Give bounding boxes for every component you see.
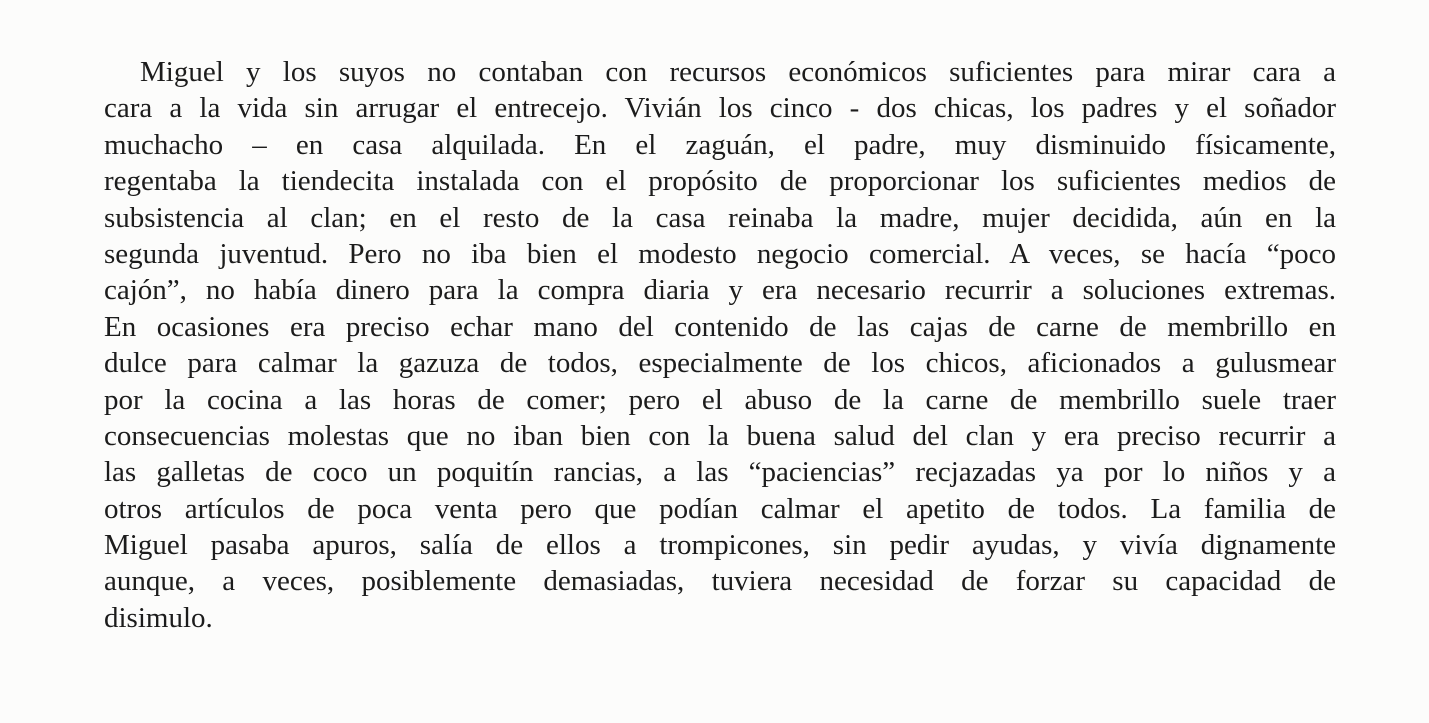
body-paragraph [104, 54, 1336, 636]
text-line: consecuencias molestas que no iban bien con la buena salud del clan y era preciso recurrir a [104, 419, 1336, 452]
text-line: cajón”, no había dinero para la compra diaria y era necesario recurrir a soluciones extremas. [104, 274, 1336, 307]
text-line: aunque, a veces, posiblemente demasiadas, tuviera necesidad de forzar su capacidad de [104, 565, 1336, 598]
text-line: Miguel y los suyos no contaban con recursos económicos suficientes para mirar cara a [140, 56, 1336, 88]
text-line: segunda juventud. Pero no iba bien el modesto negocio comercial. A veces, se hacía “poco [104, 237, 1336, 270]
text-line: subsistencia al clan; en el resto de la casa reinaba la madre, mujer decidida, aún en la [104, 201, 1336, 234]
text-line: otros artículos de poca venta pero que podían calmar el apetito de todos. La familia de [104, 492, 1336, 525]
text-line: En ocasiones era preciso echar mano del contenido de las cajas de carne de membrillo en [104, 310, 1336, 343]
text-line: regentaba la tiendecita instalada con el propósito de proporcionar los suficientes medios de [104, 165, 1336, 198]
text-line: Miguel pasaba apuros, salía de ellos a trompicones, sin pedir ayudas, y vivía dignamente [104, 529, 1336, 562]
text-line: dulce para calmar la gazuza de todos, especialmente de los chicos, aficionados a gulusmear [104, 347, 1336, 380]
text-line: por la cocina a las horas de comer; pero el abuso de la carne de membrillo suele traer [104, 383, 1336, 416]
text-line: las galletas de coco un poquitín rancias, a las “paciencias” recjazadas ya por lo niños y a [104, 456, 1336, 489]
text-line: cara a la vida sin arrugar el entrecejo. Vivián los cinco - dos chicas, los padres y el soñador [104, 92, 1336, 125]
text-line: disimulo. [104, 601, 213, 634]
text-line: muchacho – en casa alquilada. En el zaguán, el padre, muy disminuido físicamente, [104, 128, 1336, 161]
